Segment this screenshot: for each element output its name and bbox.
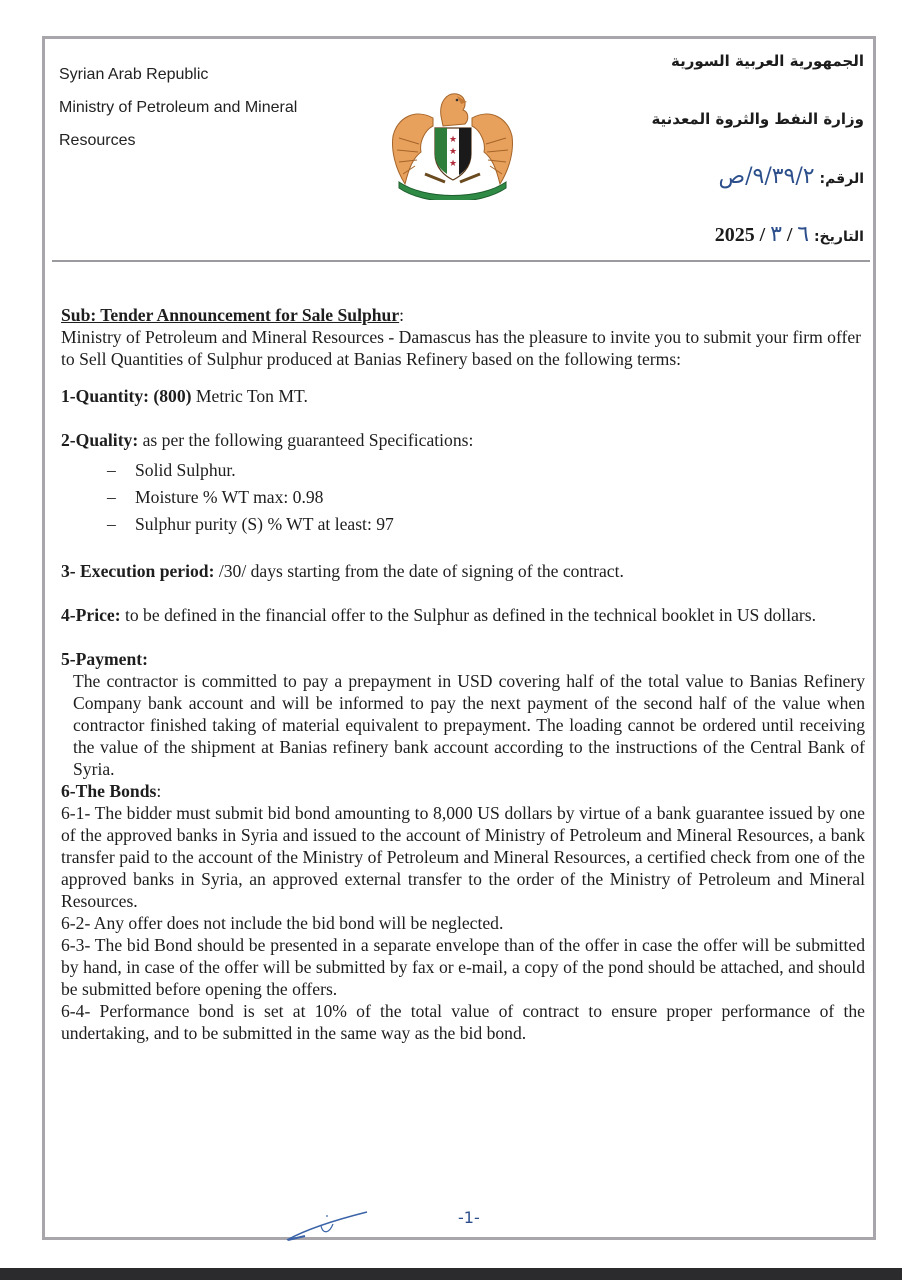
quality-clause	[61, 429, 865, 451]
intro-paragraph: Ministry of Petroleum and Mineral Resources - Damascus has the pleasure to invite you to submit your firm offer to Sell Quantities of Sulphur produced at Banias Refinery based on the following terms:	[61, 327, 862, 369]
subject-colon: :	[399, 305, 405, 325]
date-year: 2025	[714, 224, 755, 246]
quantity-clause	[61, 385, 865, 407]
date-day-handwritten: ٦	[797, 222, 810, 247]
date-row	[715, 222, 864, 247]
page-number: -1-	[458, 1208, 480, 1227]
header-left	[59, 62, 297, 161]
bond-clause: 6-3- The bid Bond should be presented in a separate envelope than of the offer in case the offer will be submitted by hand, in case of the offer will be submitted by fax or e-mail, a copy of the pond should be attached, and should be submitted before opening the offers.	[61, 935, 865, 999]
payment-label: 5-Payment:	[61, 649, 148, 669]
execution-text: /30/ days starting from the date of signing of the contract.	[214, 561, 624, 581]
spec-item: – Solid Sulphur.	[107, 457, 865, 484]
quality-spec-list	[61, 457, 865, 538]
reference-number-label: الرقم:	[819, 171, 864, 187]
scan-edge	[0, 1268, 902, 1280]
date-month-handwritten: ٣	[770, 222, 782, 247]
quantity-text: Metric Ton MT.	[191, 386, 308, 406]
ministry-name-line1: Ministry of Petroleum and Mineral	[59, 99, 298, 116]
bond-clause: 6-2- Any offer does not include the bid bond will be neglected.	[61, 913, 504, 933]
price-clause	[61, 604, 865, 626]
bond-clause: 6-1- The bidder must submit bid bond amounting to 8,000 US dollars by virtue of a bank guarantee issued by one of the approved banks in Syria and issued to the account of Ministry of Petroleum and Mineral Resources, a bank transfer paid to the account of the Ministry of Petroleum and Mineral Resources, a certified check from one of the approved banks in Syria, an approved external transfer to the order of the Ministry of Petroleum and Mineral Resources.	[61, 803, 865, 911]
execution-clause	[61, 560, 865, 582]
quality-label: 2-Quality:	[61, 430, 139, 450]
country-name-arabic: الجمهورية العربية السورية	[671, 52, 864, 70]
svg-text:★: ★	[448, 134, 458, 144]
subject-line	[61, 304, 865, 326]
coat-of-arms-emblem	[385, 88, 520, 200]
ministry-name-line2: Resources	[59, 132, 136, 149]
document-body	[61, 304, 865, 1044]
date-label: التاريخ:	[813, 229, 864, 245]
quantity-value: (800)	[153, 386, 192, 406]
shield	[435, 128, 471, 180]
bonds-label: 6-The Bonds	[61, 781, 157, 801]
reference-number-row	[719, 164, 865, 189]
bonds-heading	[61, 780, 865, 802]
subject-text: Sub: Tender Announcement for Sale Sulphur	[61, 305, 400, 325]
quantity-label: 1-Quantity:	[61, 386, 149, 406]
date-separator: /	[786, 224, 793, 246]
spec-item: – Moisture % WT max: 0.98	[107, 484, 865, 511]
bonds-colon: :	[156, 781, 162, 801]
emblem-banner	[399, 182, 506, 200]
header-divider	[52, 260, 870, 262]
execution-label: 3- Execution period:	[61, 561, 215, 581]
svg-text:★: ★	[448, 146, 458, 156]
reference-number-handwritten: ٩/٣٩/٢/ص	[718, 164, 815, 189]
country-name: Syrian Arab Republic	[59, 66, 209, 83]
eagle-head	[441, 94, 468, 126]
bond-clause: 6-4- Performance bond is set at 10% of the total value of contract to ensure proper performance of the undertaking, and to be submitted in the same way as the bid bond.	[61, 1001, 865, 1043]
ministry-name-arabic: وزارة النفط والثروة المعدنية	[651, 110, 864, 128]
payment-text: The contractor is committed to pay a prepayment in USD covering half of the total value to Banias Refinery Company bank account and will be informed to pay the next payment of the second half of the value when contractor finished taking of material equivalent to prepayment. The loading cannot be ordered until receiving the value of the shipment at Banias refinery bank account according to the instructions of the Central Bank of Syria.	[73, 671, 865, 779]
header-right	[564, 52, 864, 252]
price-label: 4-Price:	[61, 605, 121, 625]
date-separator: /	[759, 224, 766, 246]
spec-item: – Sulphur purity (S) % WT at least: 97	[107, 511, 865, 538]
quality-text: as per the following guaranteed Specifications:	[138, 430, 474, 450]
svg-text:★: ★	[448, 158, 458, 168]
handwritten-signature	[285, 1200, 375, 1245]
price-text: to be defined in the financial offer to the Sulphur as defined in the technical booklet in US dollars.	[120, 605, 816, 625]
